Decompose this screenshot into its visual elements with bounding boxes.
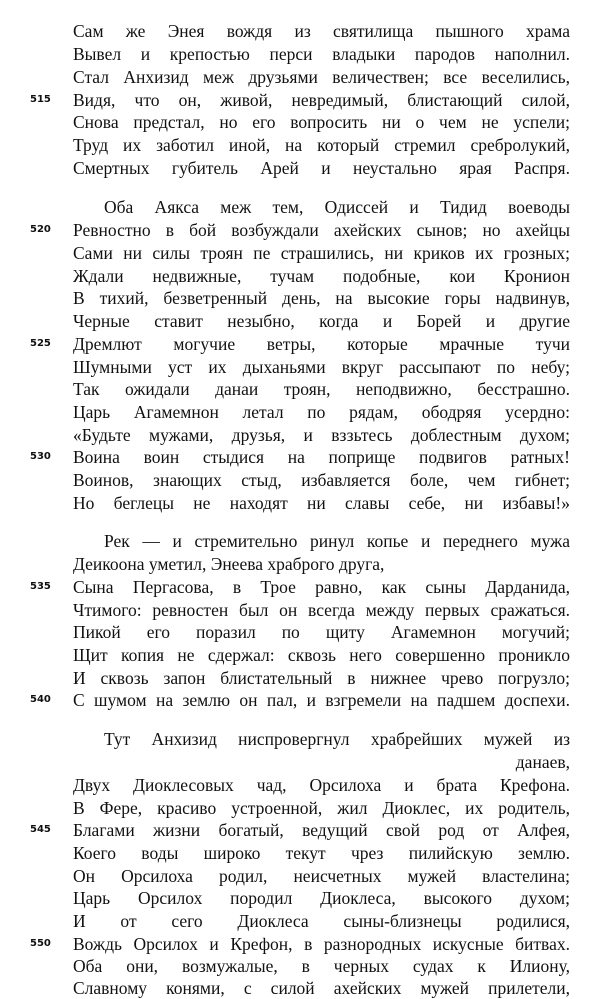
verse-line: Щит копия не сдержал: сквозь него совершенно проникло (73, 645, 570, 665)
verse-line: Видя, что он, живой, невредимый, блистающий силой, (73, 90, 570, 110)
verse-line: Царь Агамемнон летал по рядам, ободряя усердно: (73, 402, 570, 422)
verse-line: Славному конями, с силой ахейских мужей прилетели, (73, 978, 570, 998)
verse-line: Труд их заботил иной, на который стремил сребролукий, (73, 135, 570, 155)
verse-line: В тихий, безветренный день, на высокие горы надвинув, (73, 288, 570, 308)
line-number: 515 (30, 94, 51, 105)
line-number: 535 (30, 581, 51, 592)
verse-line: Оба Аякса меж тем, Одиссей и Тидид воеводы (104, 197, 570, 217)
verse-line: Деикоона уметил, Энеева храброго друга, (73, 554, 385, 574)
line-number: 525 (30, 338, 51, 349)
verse-line: Черные ставит незыбно, когда и Борей и другие (73, 311, 570, 331)
verse-line: Чтимого: ревностен был он всегда между первых сражаться. (73, 600, 570, 620)
verse-line: Но беглецы не находят ни славы себе, ни избавы!» (73, 493, 570, 513)
verse-line: Так ожидали данаи троян, неподвижно, бесстрашно. (73, 379, 570, 399)
verse-line: В Фере, красиво устроенной, жил Диоклес, их родитель, (73, 798, 570, 818)
verse-line: Царь Орсилох породил Диоклеса, высокого духом; (73, 888, 570, 908)
verse-line: Снова предстал, но его вопросить ни о чем не успели; (73, 112, 570, 132)
verse-line: И сквозь запон блистательный в нижнее чрево погрузло; (73, 668, 570, 688)
verse-line: И от сего Диоклеса сыны-близнецы родилися, (73, 911, 570, 931)
verse-line: Ждали недвижные, тучам подобные, кои Кронион (73, 266, 570, 286)
line-number: 550 (30, 938, 51, 949)
verse-line: Вождь Орсилох и Крефон, в разнородных искусные битвах. (73, 934, 570, 954)
verse-line: Смертных губитель Арей и неустально ярая Распря. (73, 158, 570, 178)
verse-line: С шумом на землю он пал, и взгремели на падшем доспехи. (73, 690, 570, 710)
verse-line: Пикой его поразил по щиту Агамемнон могучий; (73, 622, 570, 642)
verse-line: Воинов, знающих стыд, избавляется боле, чем гибнет; (73, 470, 570, 490)
verse-line: Воина воин стыдися на поприще подвигов ратных! (73, 447, 570, 467)
line-number: 540 (30, 694, 51, 705)
verse-line: Сам же Энея вождя из святилища пышного храма (73, 21, 570, 41)
verse-line: Благами жизни богатый, ведущий свой род от Алфея, (73, 820, 570, 840)
verse-line: Сына Пергасова, в Трое равно, как сыны Дарданида, (73, 577, 570, 597)
verse-line: Оба они, возмужалые, в черных судах к Илиону, (73, 956, 570, 976)
verse-line: Шумными уст их дыханьями вкруг рассыпают по небу; (73, 357, 570, 377)
verse-line: Ревностно в бой возбуждали ахейских сынов; но ахейцы (73, 220, 570, 240)
verse-line-continuation: данаев, (515, 752, 570, 772)
verse-line: Рек — и стремительно ринул копье и переднего мужа (104, 531, 570, 551)
line-number: 545 (30, 824, 51, 835)
verse-line: Двух Диоклесовых чад, Орсилоха и брата Крефона. (73, 775, 570, 795)
verse-line: Коего воды широко текут чрез пилийскую землю. (73, 843, 570, 863)
verse-line: Стал Анхизид меж друзьями величествен; все веселились, (73, 67, 570, 87)
line-number: 520 (30, 224, 51, 235)
line-number: 530 (30, 451, 51, 462)
verse-line: Он Орсилоха родил, неисчетных мужей властелина; (73, 866, 570, 886)
verse-line: «Будьте мужами, друзья, и вззьтесь доблестным духом; (73, 425, 570, 445)
verse-line: Вывел и крепостью перси владыки пародов наполнил. (73, 44, 570, 64)
verse-line: Дремлют могучие ветры, которые мрачные тучи (73, 334, 570, 354)
verse-line: Тут Анхизид ниспровергнул храбрейших мужей из (104, 729, 570, 749)
verse-line: Сами ни силы троян пе страшились, ни криков их грозных; (73, 243, 570, 263)
